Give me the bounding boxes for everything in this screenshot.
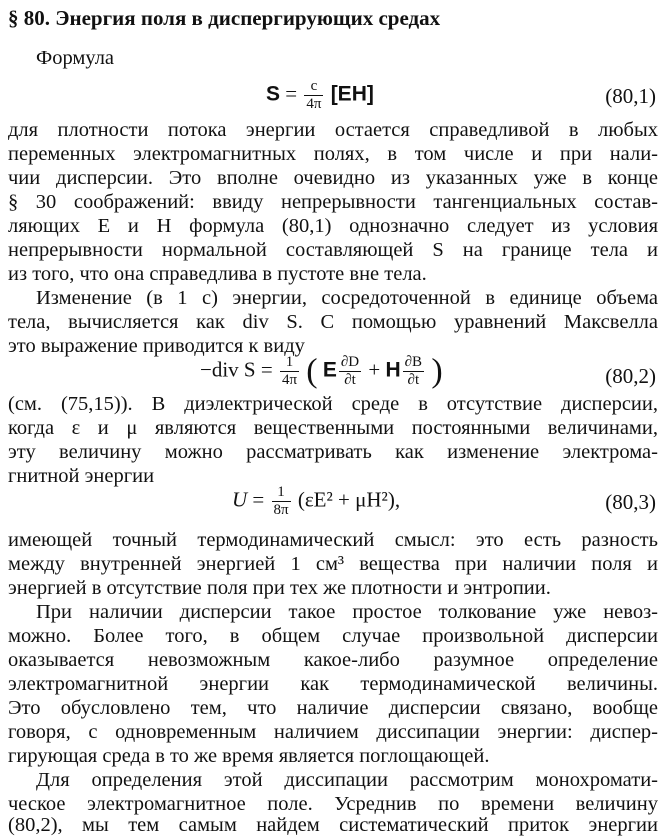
p2-line-4: § 30 соображений: ввиду непрерывности тангенциальных состав- [8, 191, 658, 213]
eq2-term2-fraction [403, 354, 424, 389]
eq1-fraction [304, 78, 323, 113]
eq3-frac-den: 8π [273, 502, 289, 518]
p2-line-6: непрерывности нормальной составляющей S на границе тела и [8, 239, 658, 261]
p5-line-3: энергией в отсутствие поля при тех же плотности и энтропии. [8, 577, 551, 599]
p2-line-3: чии дисперсии. Это вполне очевидно из указанных уже в конце [8, 167, 658, 189]
p4-line-2: когда ε и μ являются вещественными постоянными величинами, [8, 417, 658, 439]
p6-line-4: электромагнитной энергии как термодинамической величины. [8, 673, 658, 695]
p5-line-1: имеющей точный термодинамический смысл: это есть разность [8, 529, 658, 551]
equation-80-2 [200, 354, 443, 389]
eq1-rhs: [EH] [330, 82, 374, 106]
intro-text: Формула [36, 47, 115, 69]
p6-line-3: оказывается невозможным какое-либо разумное определение [8, 649, 658, 671]
section-heading: § 80. Энергия поля в диспергирующих средах [8, 6, 441, 30]
p7-line-3: (80,2), мы тем самым найдем систематический приток энергии [8, 814, 658, 836]
p6-line-7: гирующая среда в то же время является поглощающей. [8, 745, 490, 767]
eq2-term1-num: ∂D [340, 354, 360, 370]
eq2-term2-den: ∂t [407, 372, 420, 388]
p2-line-5: ляющих E и H формула (80,1) однозначно следует из условия [8, 215, 658, 237]
eq2-term2-vec: H [385, 358, 401, 382]
eq2-frac-den: 4π [281, 372, 298, 388]
p5-line-2: между внутренней энергией 1 см³ вещества при наличии поля и [8, 553, 658, 575]
p3-line-2: тела, вычисляется как div S. С помощью уравнений Максвелла [8, 311, 658, 333]
eq2-term1-fraction [339, 354, 361, 389]
eq3-rhs: (εE² + μH²), [297, 487, 401, 512]
p7-line-2: ческое электромагнитное поле. Усреднив по времени величину [8, 793, 658, 815]
eq1-frac-den: 4π [306, 96, 322, 112]
eq2-term1-vec: E [322, 358, 337, 382]
eq3-fraction [272, 484, 291, 519]
eq2-frac-num: 1 [280, 354, 299, 372]
p6-line-5: Это обусловлено тем, что наличие дисперсии связано, вообще [8, 697, 658, 719]
p2-line-7: из того, что она справедлива в пустоте вне тела. [8, 263, 427, 285]
eq2-right-paren: ) [431, 352, 443, 390]
eq2-term1-den: ∂t [344, 372, 356, 388]
equation-80-3 [232, 484, 400, 519]
p6-line-2: можно. Более того, в общем случае произвольной дисперсии [8, 625, 658, 647]
p6-line-6: говоря, с одновременным наличием диссипации энергии: диспер- [8, 721, 658, 743]
eq2-lhs: −div S [200, 357, 256, 382]
eq2-number: (80,2) [605, 364, 656, 388]
p2-line-1: для плотности потока энергии остается справедливой в любых [8, 119, 658, 141]
p3-line-3: это выражение приводится к виду [8, 335, 305, 357]
eq2-left-paren: ( [306, 352, 318, 390]
p6-line-1: При наличии дисперсии такое простое толкование уже невоз- [36, 601, 658, 623]
eq2-equals: = [260, 357, 273, 382]
eq1-lhs: S [266, 82, 281, 106]
eq1-frac-num: c [304, 78, 323, 96]
p2-line-2: переменных электромагнитных полях, в том числе и при нали- [8, 143, 658, 165]
p3-line-1: Изменение (в 1 с) энергии, сосредоточенной в единице объема [36, 287, 658, 309]
eq3-frac-num: 1 [272, 484, 291, 502]
eq3-equals: = [252, 487, 265, 512]
eq2-fraction [280, 354, 299, 389]
p4-line-1: (см. (75,15)). В диэлектрической среде в отсутствие дисперсии, [8, 393, 658, 415]
p4-line-3: эту величину можно рассматривать как изменение электрома- [8, 441, 658, 463]
eq2-term2-num: ∂B [404, 354, 423, 370]
p7-line-1: Для определения этой диссипации рассмотрим монохромати- [36, 769, 658, 791]
p4-line-4: гнитной энергии [8, 465, 155, 487]
eq3-lhs: U [232, 487, 248, 512]
equation-80-1 [266, 78, 374, 113]
eq2-plus: + [368, 357, 381, 382]
eq1-equals: = [285, 81, 298, 106]
eq3-number: (80,3) [605, 490, 656, 514]
eq1-number: (80,1) [605, 84, 656, 108]
